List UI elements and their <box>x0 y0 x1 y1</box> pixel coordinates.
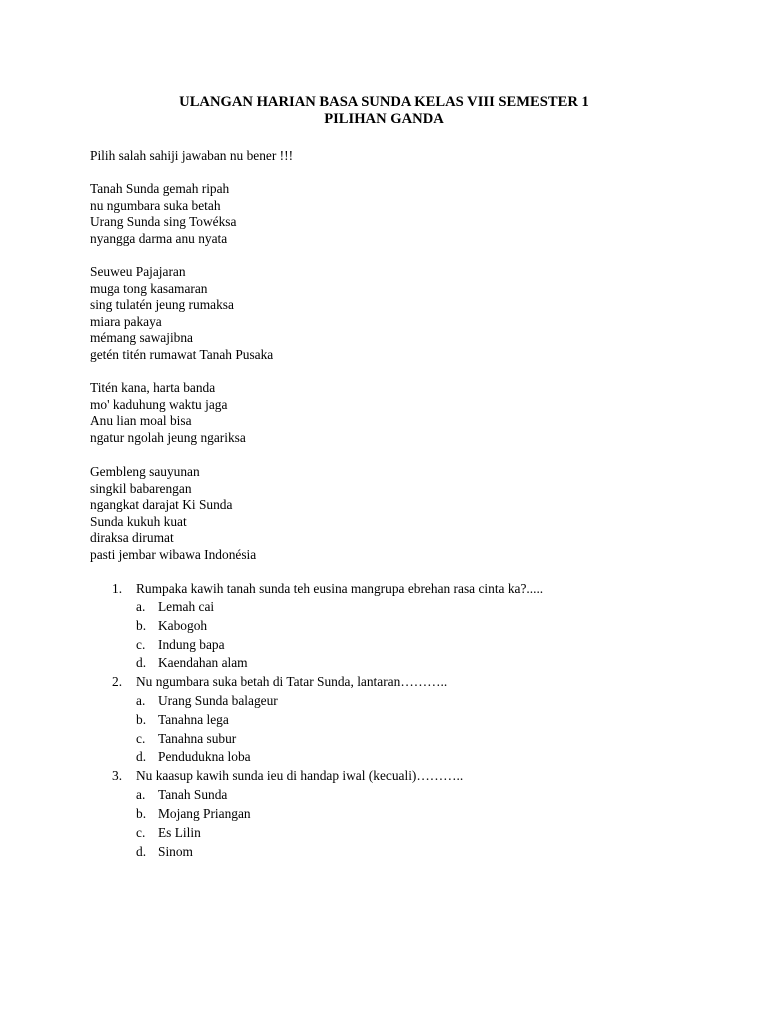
option-letter: b. <box>136 712 147 727</box>
option-letter: a. <box>136 693 146 708</box>
option-text: Kabogoh <box>158 618 208 633</box>
instruction-text: Pilih salah sahiji jawaban nu bener !!! <box>90 148 294 163</box>
option-text: Mojang Priangan <box>158 806 251 821</box>
poem-line: singkil babarengan <box>90 480 192 496</box>
poem-line: Anu lian moal bisa <box>90 413 192 429</box>
option-text: Tanah Sunda <box>158 787 228 802</box>
poem-stanza <box>90 464 256 564</box>
poem-line: nyangga darma anu nyata <box>90 230 228 246</box>
option-text: Indung bapa <box>158 637 225 652</box>
poem-line: pasti jembar wibawa Indonésia <box>90 546 257 562</box>
poem-line: getén titén rumawat Tanah Pusaka <box>90 346 274 362</box>
option-letter: c. <box>136 731 146 746</box>
option-letter: a. <box>136 599 146 614</box>
question-text: Nu ngumbara suka betah di Tatar Sunda, lantaran……….. <box>136 674 448 689</box>
option-text: Pendudukna loba <box>158 749 251 764</box>
poem-line: Sunda kukuh kuat <box>90 513 187 529</box>
poem-line: Titén kana, harta banda <box>90 380 216 395</box>
poem-line: Seuweu Pajajaran <box>90 264 186 279</box>
poem-stanza <box>90 264 273 364</box>
question-number: 2. <box>112 674 123 689</box>
option-letter: b. <box>136 806 147 821</box>
poem-line: miara pakaya <box>90 313 162 329</box>
option-letter: b. <box>136 618 147 633</box>
option-letter: c. <box>136 825 146 840</box>
poem-line: mo' kaduhung waktu jaga <box>90 396 228 412</box>
poem-line: Gembleng sauyunan <box>90 464 200 479</box>
poem-line: diraksa dirumat <box>90 530 174 546</box>
option-letter: a. <box>136 787 146 802</box>
option-text: Es Lilin <box>158 825 201 840</box>
question-number: 1. <box>112 581 123 596</box>
poem-line: nu ngumbara suka betah <box>90 197 221 213</box>
option-text: Lemah cai <box>158 599 215 614</box>
option-letter: d. <box>136 749 147 764</box>
option-text: Tanahna lega <box>158 712 229 727</box>
poem-line: sing tulatén jeung rumaksa <box>90 297 234 313</box>
option-text: Urang Sunda balageur <box>158 693 278 708</box>
poem-line: Urang Sunda sing Towéksa <box>90 214 237 230</box>
question-text: Rumpaka kawih tanah sunda teh eusina mangrupa ebrehan rasa cinta ka?..... <box>136 581 544 596</box>
question-number: 3. <box>112 768 123 783</box>
question-text: Nu kaasup kawih sunda ieu di handap iwal (kecuali)……….. <box>136 768 464 783</box>
document-subtitle: PILIHAN GANDA <box>324 111 444 127</box>
option-text: Kaendahan alam <box>158 655 248 670</box>
document-title: ULANGAN HARIAN BASA SUNDA KELAS VIII SEMESTER 1 <box>179 94 589 110</box>
option-letter: d. <box>136 844 147 859</box>
option-letter: c. <box>136 637 146 652</box>
poem-stanza <box>90 380 246 446</box>
option-letter: d. <box>136 655 147 670</box>
poem-line: mémang sawajibna <box>90 330 193 346</box>
option-text: Sinom <box>158 844 193 859</box>
poem-stanza <box>90 181 236 247</box>
poem-line: muga tong kasamaran <box>90 280 208 296</box>
poem-line: ngangkat darajat Ki Sunda <box>90 497 233 513</box>
poem-line: ngatur ngolah jeung ngariksa <box>90 429 246 445</box>
option-text: Tanahna subur <box>158 731 237 746</box>
poem-line: Tanah Sunda gemah ripah <box>90 181 230 196</box>
